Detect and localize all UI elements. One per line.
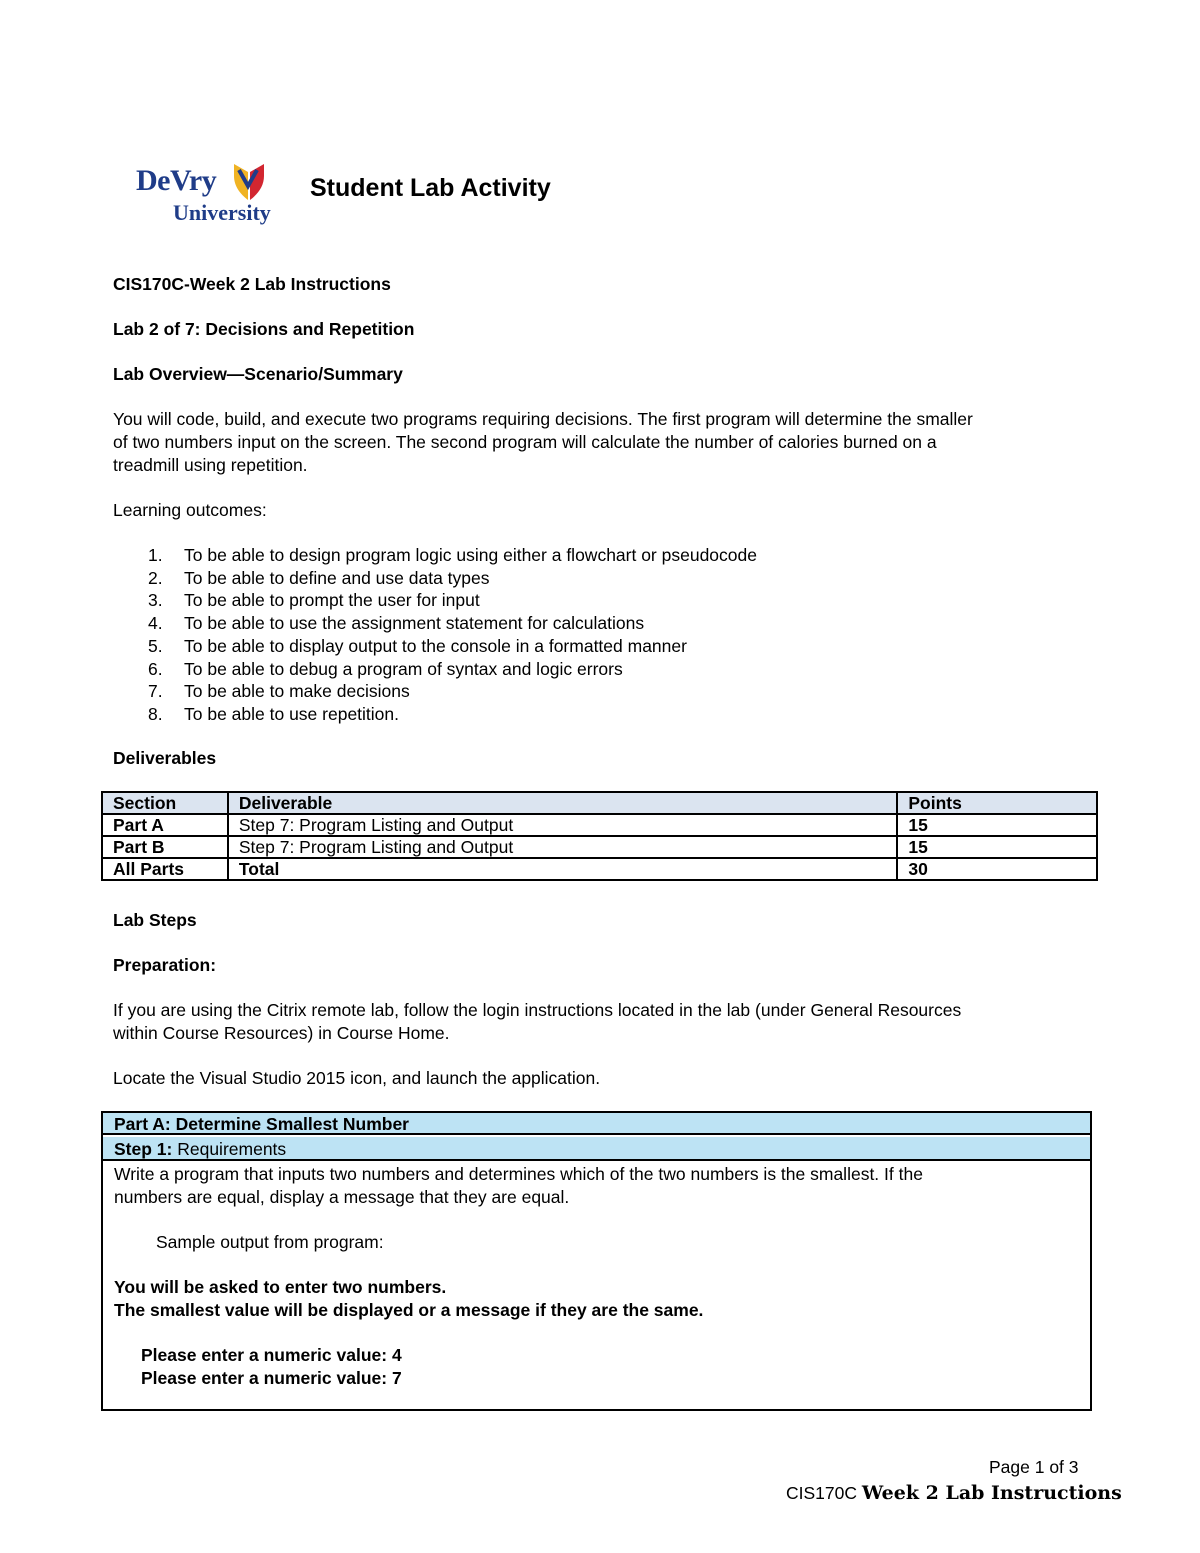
overview-text-line: treadmill using repetition. — [113, 455, 308, 475]
column-header: Points — [897, 792, 1097, 814]
part-a-box — [101, 1111, 1092, 1411]
devry-logo — [136, 160, 281, 230]
part-a-desc-line: numbers are equal, display a message that they are equal. — [114, 1187, 570, 1207]
step-name: Requirements — [172, 1139, 287, 1159]
table-cell: Part A — [102, 814, 228, 836]
sample-output-line: You will be asked to enter two numbers. — [114, 1277, 447, 1297]
part-a-desc-line: Write a program that inputs two numbers and determines which of the two numbers is the smallest. If the — [114, 1164, 923, 1184]
table-cell: 15 — [897, 836, 1097, 858]
list-item: 5. To be able to display output to the console in a formatted manner — [148, 635, 687, 656]
footer-doc-title — [786, 1482, 1122, 1504]
part-a-step-row — [103, 1137, 1090, 1161]
page-title: Student Lab Activity — [310, 174, 551, 202]
outcomes-list — [113, 544, 757, 726]
overview-text-line: of two numbers input on the screen. The second program will calculate the number of calories burned on a — [113, 432, 937, 452]
table-cell: 30 — [897, 858, 1097, 880]
footer-course-code: CIS170C — [786, 1483, 862, 1503]
table-cell: Part B — [102, 836, 228, 858]
overview-heading: Lab Overview—Scenario/Summary — [113, 364, 403, 384]
table-cell: Total — [228, 858, 897, 880]
locate-instruction: Locate the Visual Studio 2015 icon, and launch the application. — [113, 1068, 601, 1088]
sample-output-line: The smallest value will be displayed or a message if they are the same. — [114, 1300, 704, 1320]
logo-word-university: University — [173, 200, 271, 225]
shield-icon — [232, 162, 266, 202]
table-row — [102, 836, 1097, 858]
table-cell: Step 7: Program Listing and Output — [228, 814, 897, 836]
page-number: Page 1 of 3 — [989, 1457, 1079, 1477]
list-item: 6. To be able to debug a program of syntax and logic errors — [148, 658, 623, 679]
course-title: CIS170C-Week 2 Lab Instructions — [113, 274, 391, 294]
table-cell: Step 7: Program Listing and Output — [228, 836, 897, 858]
column-header: Section — [102, 792, 228, 814]
preparation-text-line: within Course Resources) in Course Home. — [113, 1023, 450, 1043]
deliverables-table — [101, 791, 1098, 881]
table-cell: All Parts — [102, 858, 228, 880]
outcomes-label: Learning outcomes: — [113, 500, 267, 520]
preparation-text-line: If you are using the Citrix remote lab, follow the login instructions located in the lab (under General Resources — [113, 1000, 962, 1020]
column-header: Deliverable — [228, 792, 897, 814]
sample-output-line: Please enter a numeric value: 4 — [141, 1345, 402, 1365]
list-item: 3. To be able to prompt the user for input — [148, 590, 480, 611]
sample-output-label: Sample output from program: — [156, 1232, 384, 1252]
table-cell: 15 — [897, 814, 1097, 836]
step-label: Step 1: — [114, 1139, 173, 1159]
footer-title-text: Week 2 Lab Instructions — [861, 1482, 1122, 1504]
overview-text-line: You will code, build, and execute two programs requiring decisions. The first program will determine the smaller — [113, 409, 973, 429]
list-item: 1. To be able to design program logic using either a flowchart or pseudocode — [148, 545, 757, 565]
lab-title: Lab 2 of 7: Decisions and Repetition — [113, 319, 415, 339]
logo-word-devry: DeVry — [136, 164, 217, 197]
list-item: 8. To be able to use repetition. — [148, 703, 400, 724]
list-item: 7. To be able to make decisions — [148, 681, 410, 702]
sample-output-line: Please enter a numeric value: 7 — [141, 1368, 402, 1388]
list-item: 2. To be able to define and use data types — [148, 567, 490, 588]
table-row — [102, 858, 1097, 880]
deliverables-heading: Deliverables — [113, 748, 217, 768]
table-row — [102, 814, 1097, 836]
table-header-row — [102, 792, 1097, 814]
preparation-heading: Preparation: — [113, 955, 217, 975]
lab-steps-heading: Lab Steps — [113, 910, 197, 930]
list-item: 4. To be able to use the assignment statement for calculations — [148, 613, 645, 634]
part-a-title: Part A: Determine Smallest Number — [103, 1113, 1090, 1135]
